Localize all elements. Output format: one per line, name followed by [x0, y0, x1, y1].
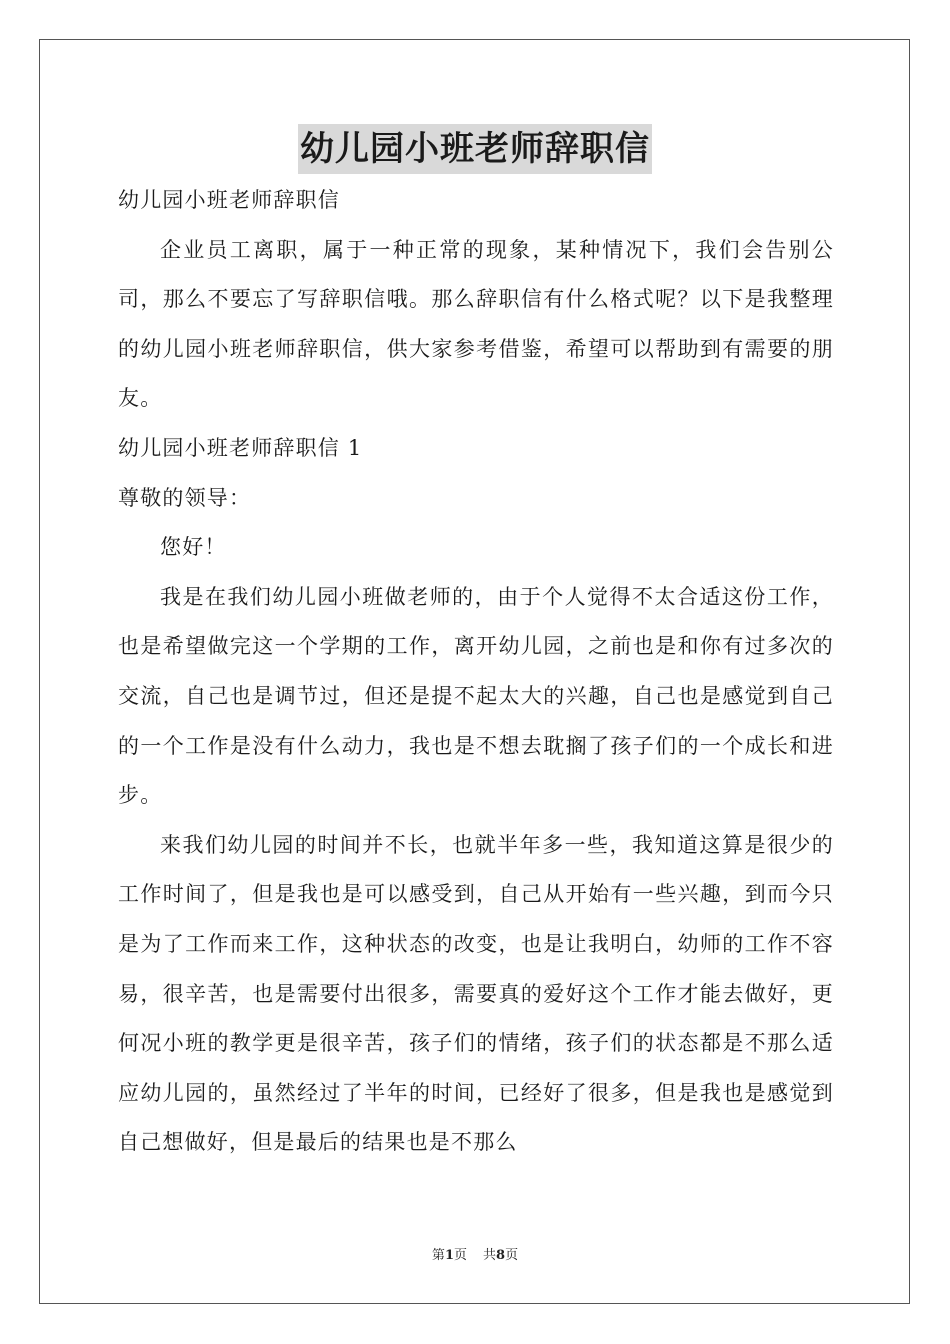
total-page-count: 8 [496, 1248, 506, 1263]
page-prefix: 第 [431, 1248, 445, 1263]
page-footer [0, 1244, 950, 1263]
salutation: 尊敬的领导： [118, 485, 252, 510]
greeting: 您好！ [160, 535, 227, 560]
total-suffix: 页 [505, 1248, 519, 1263]
total-prefix: 共 [483, 1248, 497, 1263]
current-page-number: 1 [444, 1248, 454, 1263]
body-paragraph: 我是在我们幼儿园小班做老师的，由于个人觉得不太合适这份工作，也是希望做完这一个学期的工作，离开幼儿园，之前也是和你有过多次的交流，自己也是调节过，但还是提不起太大的兴趣，自己也是感觉到自己的一个工作是没有什么动力，我也是不想去耽搁了孩子们的一个成长和进步。 [118, 584, 834, 808]
letter-heading: 幼儿园小班老师辞职信 1 [118, 435, 363, 460]
page-suffix: 页 [453, 1248, 467, 1263]
body-paragraph: 来我们幼儿园的时间并不长，也就半年多一些，我知道这算是很少的工作时间了，但是我也是可以感受到，自己从开始有一些兴趣，到而今只是为了工作而来工作，这种状态的改变，也是让我明白，幼师的工作不容易，很辛苦，也是需要付出很多，需要真的爱好这个工作才能去做好，更何况小班的教学更是很辛苦，孩子们的情绪，孩子们的状态都是不那么适应幼儿园的，虽然经过了半年的时间，已经好了很多，但是我也是感觉到自己想做好，但是最后的结果也是不那么 [118, 832, 834, 1155]
document-title-text: 幼儿园小班老师辞职信 [298, 124, 652, 174]
document-body [118, 176, 834, 1168]
subtitle-line: 幼儿园小班老师辞职信 [118, 188, 340, 212]
intro-paragraph: 企业员工离职，属于一种正常的现象，某种情况下，我们会告别公司，那么不要忘了写辞职信哦。那么辞职信有什么格式呢？以下是我整理的幼儿园小班老师辞职信，供大家参考借鉴，希望可以帮助到有需要的朋友。 [118, 237, 834, 411]
document-title [0, 124, 950, 174]
